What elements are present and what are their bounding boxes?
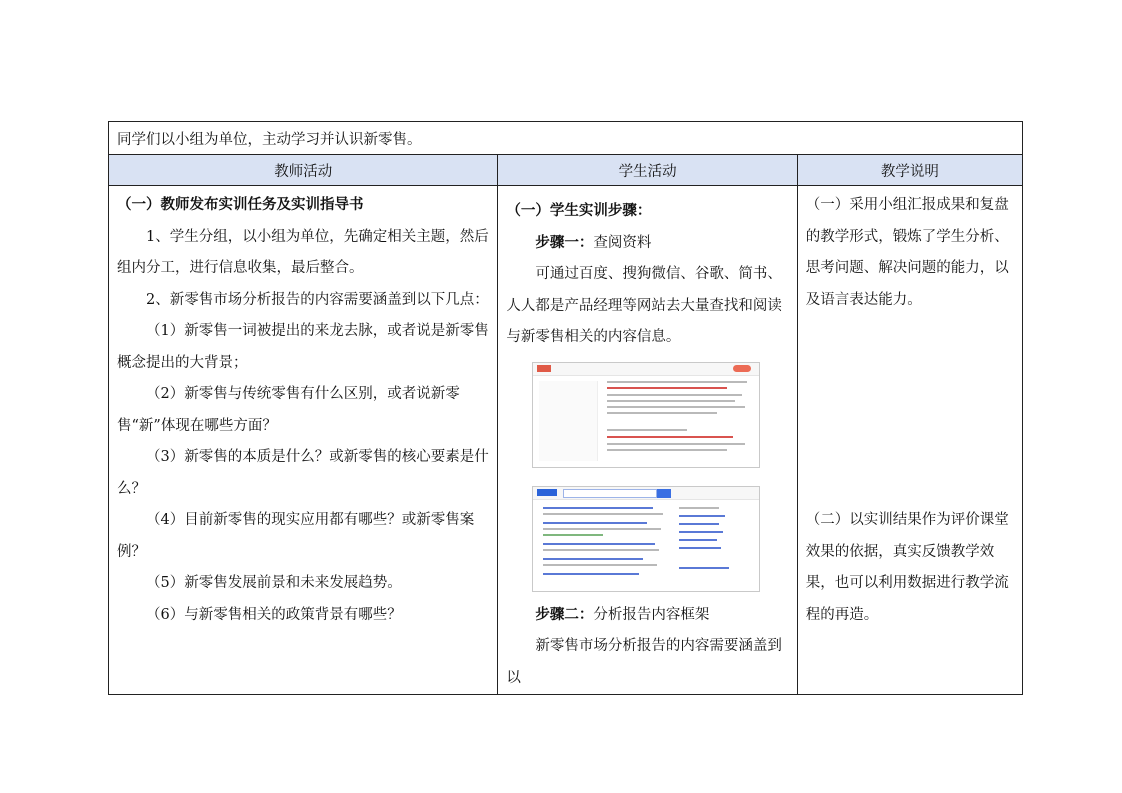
lesson-table-wrapper [108,121,1023,695]
step2-label: 步骤二： [535,606,594,623]
jianshu-screenshot-image [532,362,760,468]
student-activity-cell [498,186,797,695]
teacher-activity-cell [109,186,498,695]
intro-cell: 同学们以小组为单位，主动学习并认识新零售。 [109,122,1023,155]
step1-label: 步骤一： [535,234,594,251]
teacher-question-5: （5）新零售发展前景和未来发展趋势。 [146,575,402,591]
teacher-question-6: （6）与新零售相关的政策背景有哪些？ [146,606,402,623]
step2-text: 新零售市场分析报告的内容需要涵盖到以 [506,638,782,686]
teacher-para-1: 1、学生分组，以小组为单位，先确定相关主题，然后组内分工，进行信息收集，最后整合。 [117,228,489,276]
teacher-question-1: （1）新零售一词被提出的来龙去脉，或者说是新零售概念提出的大背景； [117,323,489,371]
student-heading: （一）学生实训步骤： [506,203,652,219]
step1-title: 查阅资料 [593,234,652,251]
header-teaching-note: 教学说明 [797,155,1022,186]
teacher-para-2: 2、新零售市场分析报告的内容需要涵盖到以下几点： [146,291,489,308]
note-para-1: （一）采用小组汇报成果和复盘的教学形式，锻炼了学生分析、思考问题、解决问题的能力，以及语言表达能力。 [805,197,1009,308]
teaching-note-cell [797,186,1022,695]
teacher-question-2: （2）新零售与传统零售有什么区别，或者说新零售“新”体现在哪些方面？ [117,386,460,434]
header-student-activity: 学生活动 [498,155,797,186]
note-para-2: （二）以实训结果作为评价课堂效果的依据，真实反馈教学效果，也可以利用数据进行教学流程的再造。 [805,512,1009,623]
teacher-question-4: （4）目前新零售的现实应用都有哪些？或新零售案例？ [117,512,475,560]
step1-text: 可通过百度、搜狗微信、谷歌、简书、人人都是产品经理等网站去大量查找和阅读与新零售相关的内容信息。 [506,266,782,345]
header-teacher-activity: 教师活动 [109,155,498,186]
teacher-question-3: （3）新零售的本质是什么？或新零售的核心要素是什么？ [117,449,489,497]
teacher-heading: （一）教师发布实训任务及实训指导书 [117,197,364,213]
lesson-table [108,121,1023,695]
step2-title: 分析报告内容框架 [593,606,710,623]
baidu-search-screenshot-image [532,486,760,592]
